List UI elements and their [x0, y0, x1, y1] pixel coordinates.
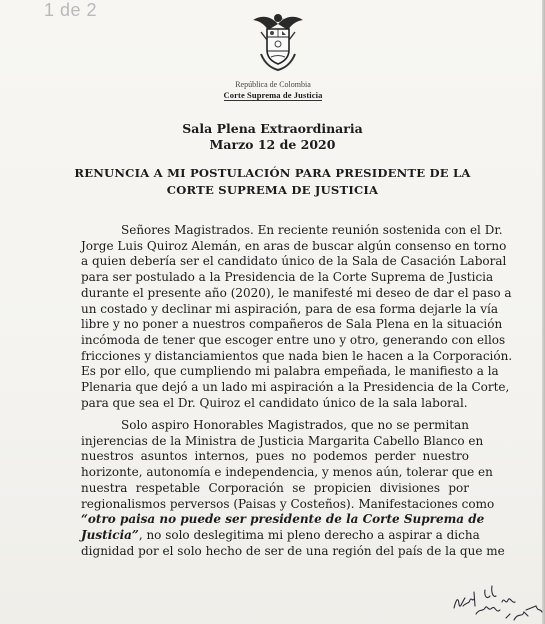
- header-republic: República de Colombia: [235, 80, 311, 89]
- session-block: [0, 121, 545, 153]
- paragraph-1-line: Señores Magistrados. En reciente reunión sostenida con el Dr.: [121, 223, 503, 237]
- paragraph-2-line: Solo aspiro Honorables Magistrados, que no se permitan: [121, 418, 469, 432]
- paragraph-1-line: Plenaria que dejó a un lado mi aspiración a la Presidencia de la Corte,: [81, 380, 510, 395]
- paragraph-1-line: libre y no poner a nuestros compañeros de Sala Plena en la situación: [81, 317, 503, 332]
- header-court: [214, 90, 332, 100]
- paragraph-1-line: para que sea el Dr. Quiroz el candidato único de la sala laboral.: [81, 395, 468, 410]
- title-line-1: RENUNCIA A MI POSTULACIÓN PARA PRESIDENTE DE LA: [74, 166, 471, 180]
- colombia-coat-of-arms-icon: [251, 10, 305, 74]
- paragraph-2-line: regionalismos perversos (Paisas y Costeños). Manifestaciones como: [81, 496, 495, 511]
- handwritten-signature-icon: [440, 562, 545, 624]
- paragraph-1-line: fricciones y distanciamientos que nada bien le hacen a la Corporación.: [81, 348, 513, 363]
- after-quote-text: , no solo deslegitima mi pleno derecho a aspirar a dicha: [138, 527, 480, 542]
- page-counter: 1 de 2: [44, 0, 98, 20]
- session-name: Sala Plena Extraordinaria: [182, 121, 363, 136]
- paragraph-1-line: a quien debería ser el candidato único de la Sala de Casación Laboral: [81, 254, 507, 269]
- quoted-phrase-line: “otro paisa no puede ser presidente de la Corte Suprema de: [81, 512, 485, 527]
- title-line-2: CORTE SUPREMA DE JUSTICIA: [166, 183, 379, 197]
- paragraph-1: [81, 223, 513, 411]
- paragraph-1-line: para ser postulado a la Presidencia de la Corte Suprema de Justicia: [81, 270, 494, 285]
- header-court-name: Corte Suprema de Justicia: [223, 90, 323, 100]
- paragraph-1-line: incómoda de tener que escoger entre uno y otro, generando con ellos: [81, 332, 506, 347]
- paragraph-2-line: horizonte, autonomía e independencia, y menos aún, tolerar que en: [81, 465, 493, 480]
- quoted-phrase-end: Justicia”: [81, 527, 139, 542]
- session-date: Marzo 12 de 2020: [209, 137, 336, 152]
- paragraph-1-line: durante el presente año (2020), le manifesté mi deseo de dar el paso a: [81, 285, 512, 300]
- paragraph-2-line: dignidad por el solo hecho de ser de una región del país de la que me: [81, 543, 505, 558]
- document-title: [0, 165, 545, 199]
- paragraph-1-line: un costado y declinar mi aspiración, para de esa forma dejarle la vía: [81, 301, 499, 316]
- paragraph-2-line: nuestros asuntos internos, pues no podemos perder nuestro: [81, 449, 469, 464]
- paragraph-2-line: nuestra respetable Corporación se propicien divisiones por: [81, 480, 469, 495]
- paragraph-1-line: Jorge Luis Quiroz Alemán, en aras de buscar algún consenso en torno: [81, 238, 507, 253]
- paragraph-2-line: [81, 527, 480, 544]
- paragraph-2: [81, 418, 505, 559]
- paragraph-2-line: injerencias de la Ministra de Justicia Margarita Cabello Blanco en: [81, 433, 484, 448]
- paragraph-1-line: Es por ello, que cumpliendo mi palabra empeñada, le manifiesto a la: [81, 364, 499, 379]
